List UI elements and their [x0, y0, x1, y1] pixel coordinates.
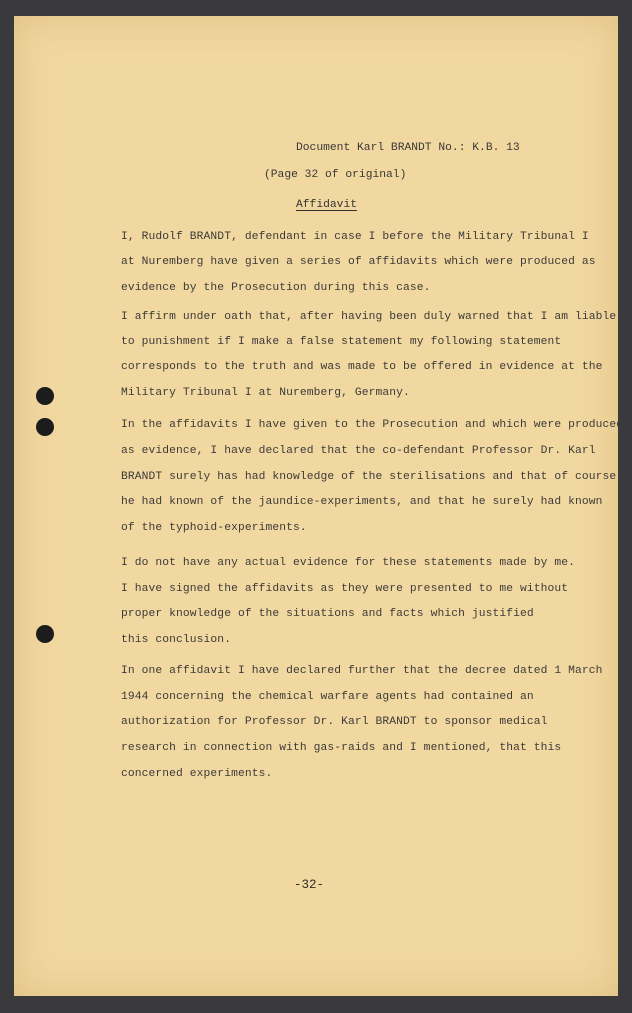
text-line: concerned experiments.	[121, 768, 273, 780]
text-line: this conclusion.	[121, 634, 232, 646]
text-line: I have signed the affidavits as they were presented to me without	[121, 583, 569, 595]
page-number: -32-	[294, 878, 325, 892]
punch-hole	[36, 625, 54, 643]
text-line: I, Rudolf BRANDT, defendant in case I before the Military Tribunal I	[121, 231, 589, 243]
punch-hole	[36, 387, 54, 405]
text-line: In one affidavit I have declared further that the decree dated 1 March	[121, 665, 603, 677]
document-reference: Document Karl BRANDT No.: K.B. 13	[296, 142, 520, 154]
text-line: research in connection with gas-raids and I mentioned, that this	[121, 742, 562, 754]
text-line: proper knowledge of the situations and facts which justified	[121, 608, 534, 620]
text-line: Military Tribunal I at Nuremberg, Germany.	[121, 387, 410, 399]
text-line: corresponds to the truth and was made to be offered in evidence at the	[121, 361, 603, 373]
text-line: as evidence, I have declared that the co-defendant Professor Dr. Karl	[121, 445, 596, 457]
text-line: of the typhoid-experiments.	[121, 522, 307, 534]
text-line: evidence by the Prosecution during this case.	[121, 282, 431, 294]
text-line: at Nuremberg have given a series of affidavits which were produced as	[121, 256, 596, 268]
punch-hole	[36, 418, 54, 436]
page-reference: (Page 32 of original)	[264, 169, 407, 181]
text-line: authorization for Professor Dr. Karl BRANDT to sponsor medical	[121, 716, 548, 728]
text-line: I affirm under oath that, after having been duly warned that I am liable	[121, 311, 617, 323]
text-line: I do not have any actual evidence for these statements made by me.	[121, 557, 576, 569]
document-page	[14, 16, 624, 996]
text-line: 1944 concerning the chemical warfare agents had contained an	[121, 691, 534, 703]
text-line: In the affidavits I have given to the Prosecution and which were produced	[121, 419, 624, 431]
text-line: BRANDT surely has had knowledge of the sterilisations and that of course	[121, 471, 617, 483]
affidavit-title: Affidavit	[296, 199, 358, 211]
text-line: he had known of the jaundice-experiments, and that he surely had known	[121, 496, 603, 508]
text-line: to punishment if I make a false statement my following statement	[121, 336, 562, 348]
